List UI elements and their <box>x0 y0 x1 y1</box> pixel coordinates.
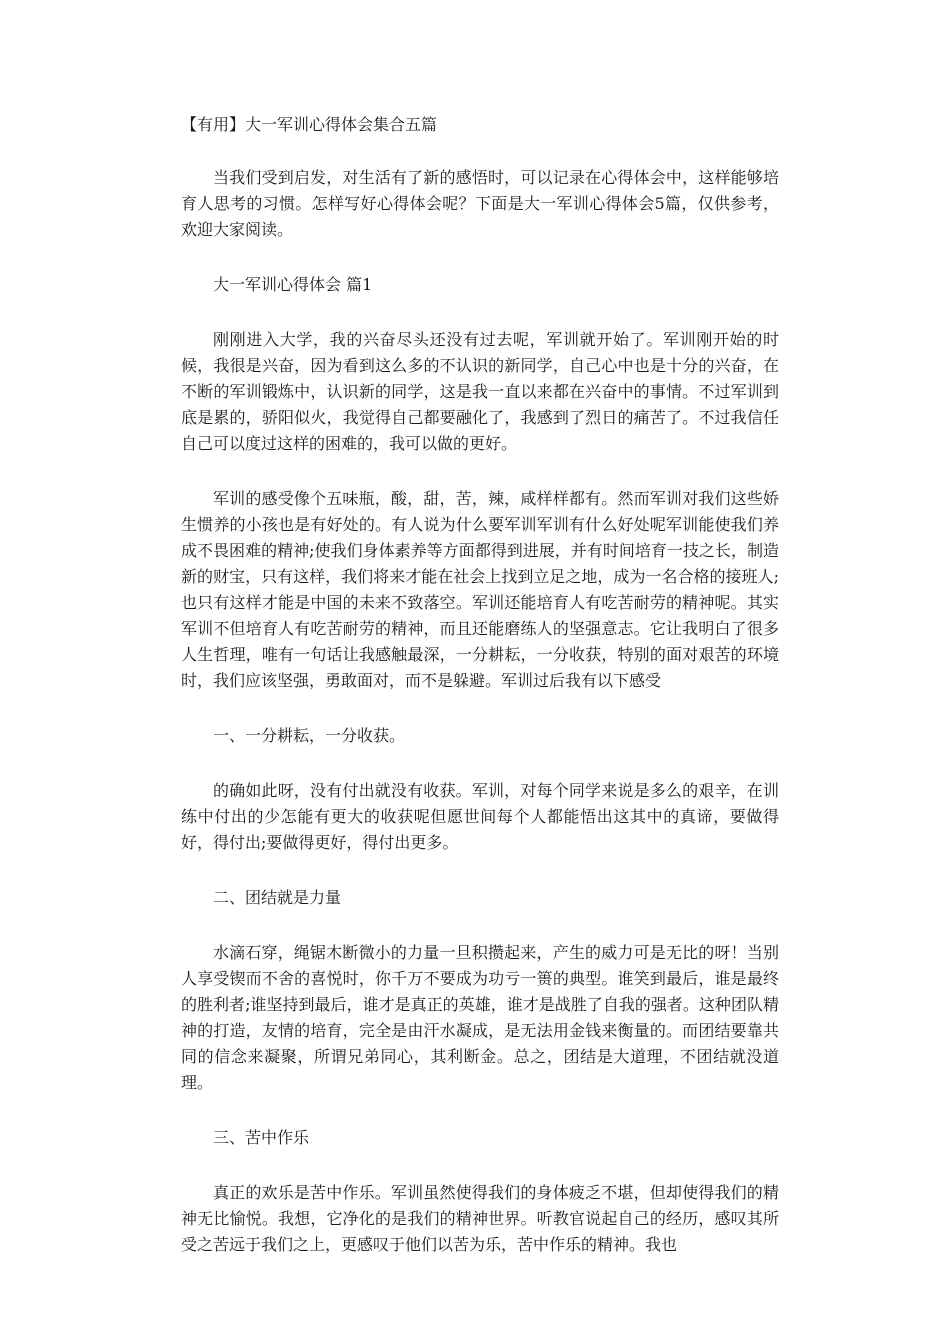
body-paragraph-3: 的确如此呀，没有付出就没有收获。军训，对每个同学来说是多么的艰辛，在训练中付出的少怎能有更大的收获呢但愿世间每个人都能悟出这其中的真谛，要做得好，得付出;要做得更好，得付出更多。 <box>181 781 779 852</box>
body-paragraph-2: 军训的感受像个五味瓶，酸，甜，苦，辣，咸样样都有。然而军训对我们这些娇生惯养的小孩也是有好处的。有人说为什么要军训军训有什么好处呢军训能使我们养成不畏困难的精神;使我们身体素养等方面都得到进展，并有时间培育一技之长，制造新的财宝，只有这样，我们将来才能在社会上找到立足之地，成为一名合格的接班人;也只有这样才能是中国的未来不致落空。军训还能培育人有吃苦耐劳的精神呢。其实军训不但培育人有吃苦耐劳的精神，而且还能磨练人的坚强意志。它让我明白了很多人生哲理，唯有一句话让我感触最深，一分耕耘，一分收获，特别的面对艰苦的环境时，我们应该坚强，勇敢面对，而不是躲避。军训过后我有以下感受 <box>181 489 779 690</box>
section-heading-1: 大一军训心得体会 篇1 <box>213 275 373 294</box>
point-heading-2: 二、团结就是力量 <box>213 888 342 907</box>
point-heading-3: 三、苦中作乐 <box>213 1128 310 1147</box>
body-paragraph-5: 真正的欢乐是苦中作乐。军训虽然使得我们的身体疲乏不堪，但却使得我们的精神无比愉悦。我想，它净化的是我们的精神世界。听教官说起自己的经历，感叹其所受之苦远于我们之上，更感叹于他们以苦为乐，苦中作乐的精神。我也 <box>181 1183 779 1254</box>
body-paragraph-1: 刚刚进入大学，我的兴奋尽头还没有过去呢，军训就开始了。军训刚开始的时候，我很是兴奋，因为看到这么多的不认识的新同学，自己心中也是十分的兴奋，在不断的军训锻炼中，认识新的同学，这是我一直以来都在兴奋中的事情。不过军训到底是累的，骄阳似火，我觉得自己都要融化了，我感到了烈日的痛苦了。不过我信任自己可以度过这样的困难的，我可以做的更好。 <box>181 330 779 453</box>
point-heading-1: 一、一分耕耘，一分收获。 <box>213 726 406 745</box>
document-page <box>181 112 779 1258</box>
intro-paragraph: 当我们受到启发，对生活有了新的感悟时，可以记录在心得体会中，这样能够培育人思考的习惯。怎样写好心得体会呢？下面是大一军训心得体会5篇，仅供参考，欢迎大家阅读。 <box>181 168 779 239</box>
body-paragraph-4: 水滴石穿，绳锯木断微小的力量一旦积攒起来，产生的威力可是无比的呀！当别人享受锲而不舍的喜悦时，你千万不要成为功亏一篑的典型。谁笑到最后，谁是最终的胜利者;谁坚持到最后，谁才是真正的英雄，谁才是战胜了自我的强者。这种团队精神的打造，友情的培育，完全是由汗水凝成，是无法用金钱来衡量的。而团结要靠共同的信念来凝聚，所谓兄弟同心，其利断金。总之，团结是大道理，不团结就没道理。 <box>181 943 779 1092</box>
document-title: 【有用】大一军训心得体会集合五篇 <box>181 115 438 134</box>
